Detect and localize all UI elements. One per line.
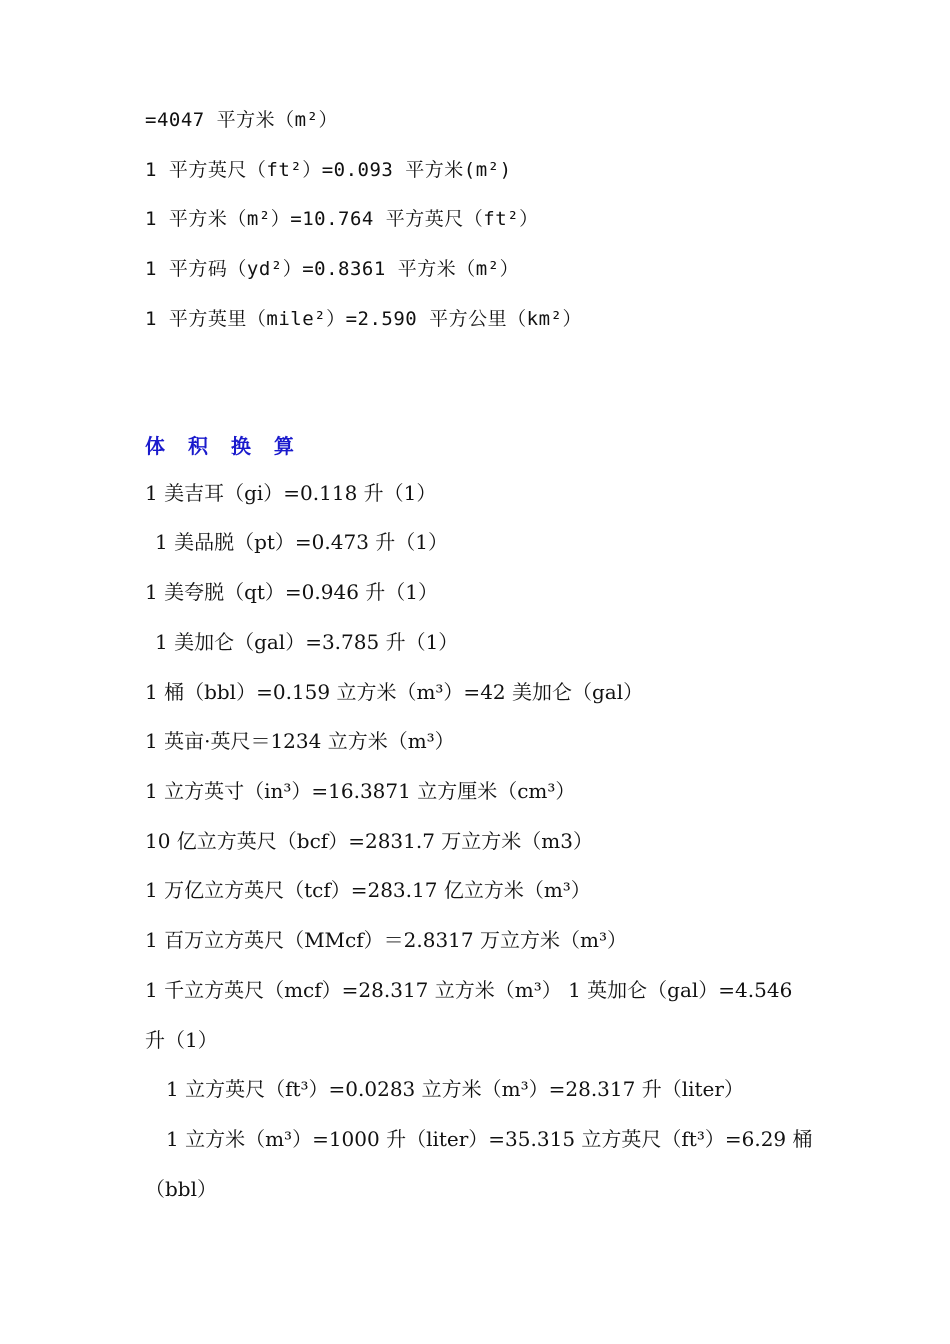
volume-line-5: 1 桶（bbl）=0.159 立方米（m³）=42 美加仑（gal） <box>145 680 644 704</box>
volume-line-13: 1 立方米（m³）=1000 升（liter）=35.315 立方英尺（ft³）=6.29 桶 <box>166 1127 813 1151</box>
area-line-5: 1 平方英里（mile²）=2.590 平方公里（km²） <box>145 308 582 330</box>
volume-line-4: 1 美加仑（gal）=3.785 升（1） <box>155 630 459 654</box>
area-line-4: 1 平方码（yd²）=0.8361 平方米（m²） <box>145 258 520 280</box>
area-line-3: 1 平方米（m²）=10.764 平方英尺（ft²） <box>145 208 539 230</box>
volume-line-6: 1 英亩·英尺＝1234 立方米（m³） <box>145 729 455 753</box>
volume-line-12: 1 立方英尺（ft³）=0.0283 立方米（m³）=28.317 升（liter） <box>166 1077 744 1101</box>
volume-line-11: 1 千立方英尺（mcf）=28.317 立方米（m³） 1 英加仑（gal）=4.546 <box>145 978 793 1002</box>
volume-section-heading: 体 积 换 算 <box>145 434 302 458</box>
area-line-2: 1 平方英尺（ft²）=0.093 平方米(m²) <box>145 159 512 181</box>
volume-line-7: 1 立方英寸（in³）=16.3871 立方厘米（cm³） <box>145 779 576 803</box>
volume-line-9: 1 万亿立方英尺（tcf）=283.17 亿立方米（m³） <box>145 878 591 902</box>
volume-line-13-cont: （bbl） <box>145 1177 218 1201</box>
area-line-1: =4047 平方米（m²） <box>145 109 339 131</box>
volume-line-2: 1 美品脱（pt）=0.473 升（1） <box>155 530 449 554</box>
volume-line-1: 1 美吉耳（gi）=0.118 升（1） <box>145 481 437 505</box>
volume-line-8: 10 亿立方英尺（bcf）=2831.7 万立方米（m3） <box>145 829 593 853</box>
volume-line-11-cont: 升（1） <box>145 1028 218 1052</box>
volume-line-10: 1 百万立方英尺（MMcf）＝2.8317 万立方米（m³） <box>145 928 627 952</box>
volume-line-3: 1 美夸脱（qt）=0.946 升（1） <box>145 580 439 604</box>
